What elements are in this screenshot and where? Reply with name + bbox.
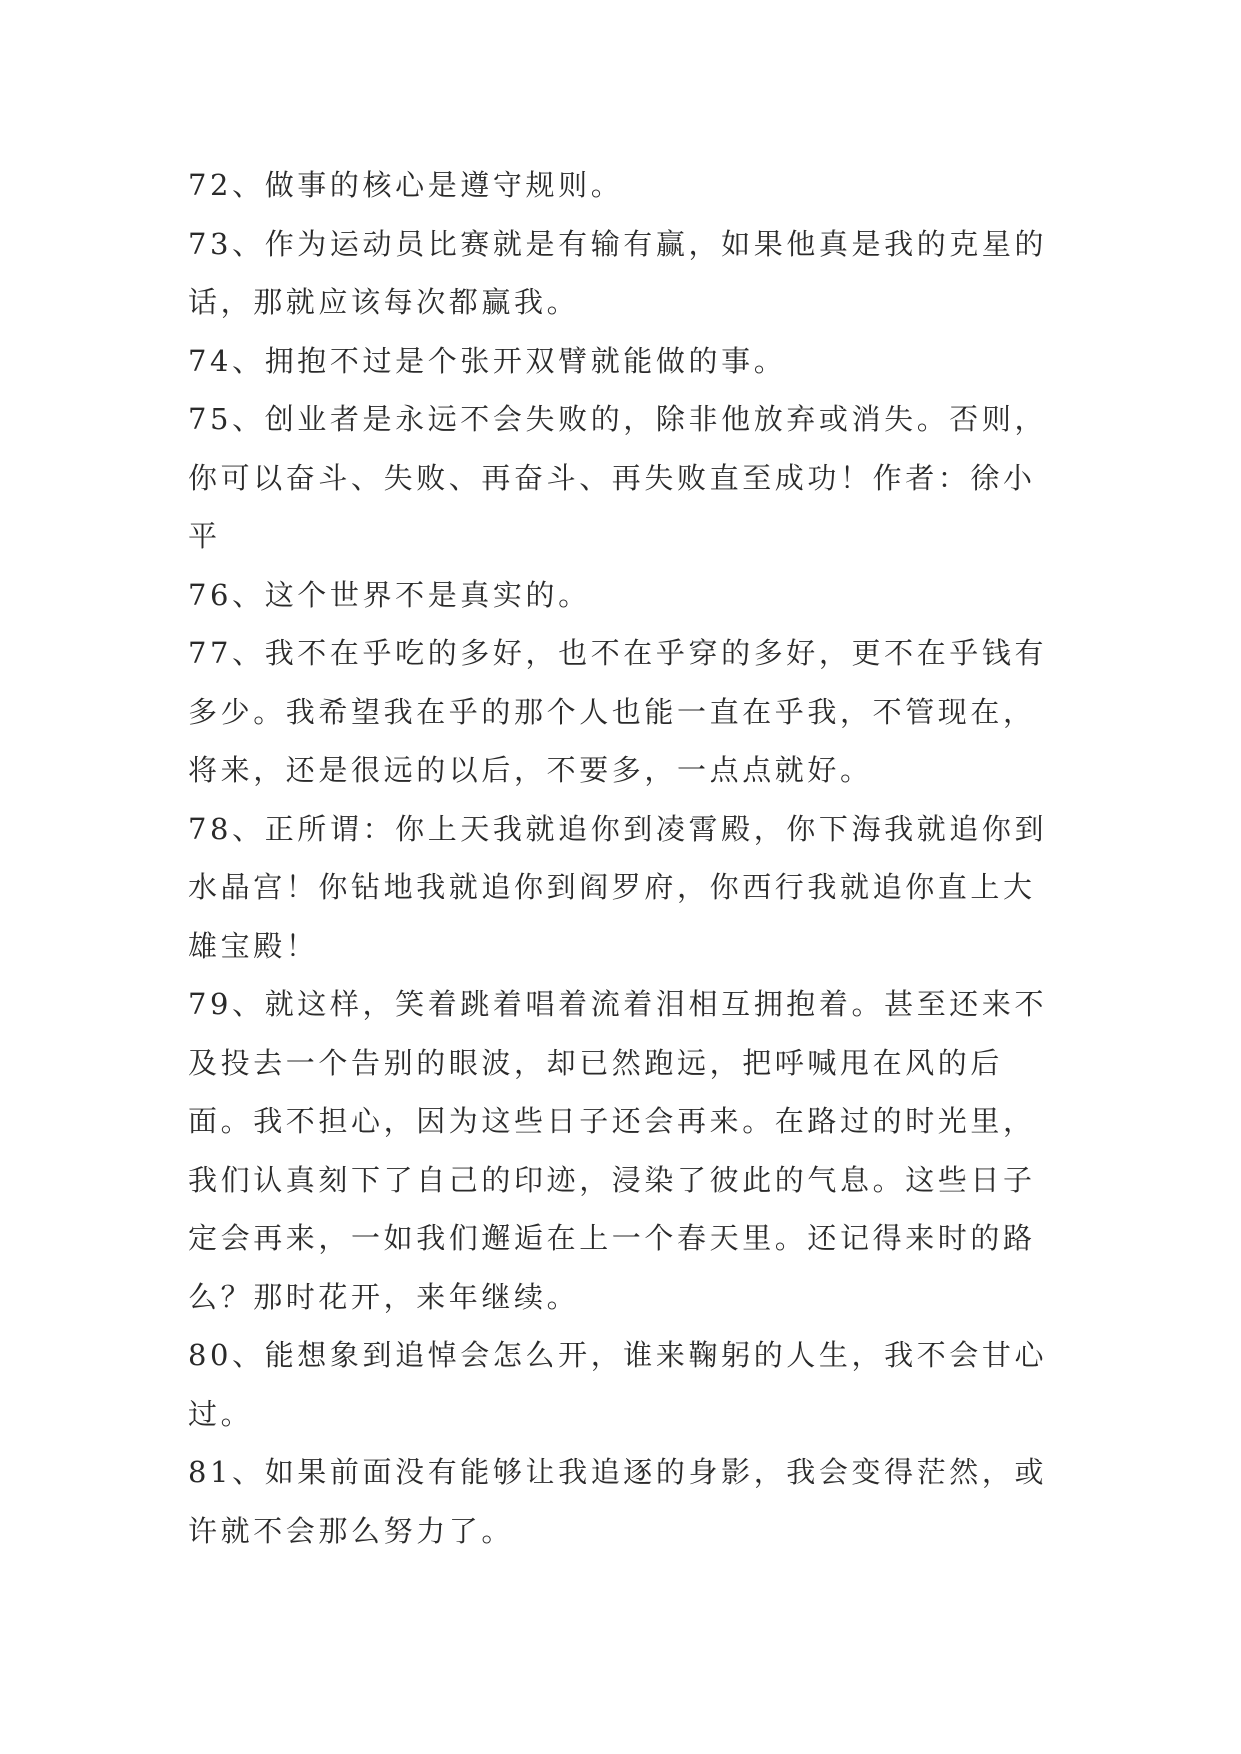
paragraph-75: 75、创业者是永远不会失败的，除非他放弃或消失。否则，你可以奋斗、失败、再奋斗、再失败直至成功！作者：徐小平 xyxy=(188,402,1048,553)
paragraph-72: 72、做事的核心是遵守规则。 xyxy=(188,168,624,202)
paragraph-74: 74、拥抱不过是个张开双臂就能做的事。 xyxy=(188,343,787,378)
paragraph-80: 80、能想象到追悼会怎么开，谁来鞠躬的人生，我不会甘心过。 xyxy=(188,1338,1048,1431)
paragraph-79: 79、就这样，笑着跳着唱着流着泪相互拥抱着。甚至还来不及投去一个告别的眼波，却已然跑远，把呼喊甩在风的后面。我不担心，因为这些日子还会再来。在路过的时光里，我们认真刻下了自己的印迹，浸染了彼此的气息。这些日子定会再来，一如我们邂逅在上一个春天里。还记得来时的路么？那时花开，来年继续。 xyxy=(188,987,1048,1314)
paragraph-81: 81、如果前面没有能够让我追逐的身影，我会变得茫然，或许就不会那么努力了。 xyxy=(188,1455,1048,1548)
paragraph-76: 76、这个世界不是真实的。 xyxy=(188,577,591,612)
paragraph-77: 77、我不在乎吃的多好，也不在乎穿的多好，更不在乎钱有多少。我希望我在乎的那个人也能一直在乎我，不管现在，将来，还是很远的以后，不要多，一点点就好。 xyxy=(188,636,1048,787)
document-body xyxy=(188,156,1068,1560)
paragraph-73: 73、作为运动员比赛就是有输有赢，如果他真是我的克星的话，那就应该每次都赢我。 xyxy=(188,226,1048,319)
paragraph-78: 78、正所谓：你上天我就追你到凌霄殿，你下海我就追你到水晶宫！你钻地我就追你到阎罗府，你西行我就追你直上大雄宝殿！ xyxy=(188,811,1048,963)
